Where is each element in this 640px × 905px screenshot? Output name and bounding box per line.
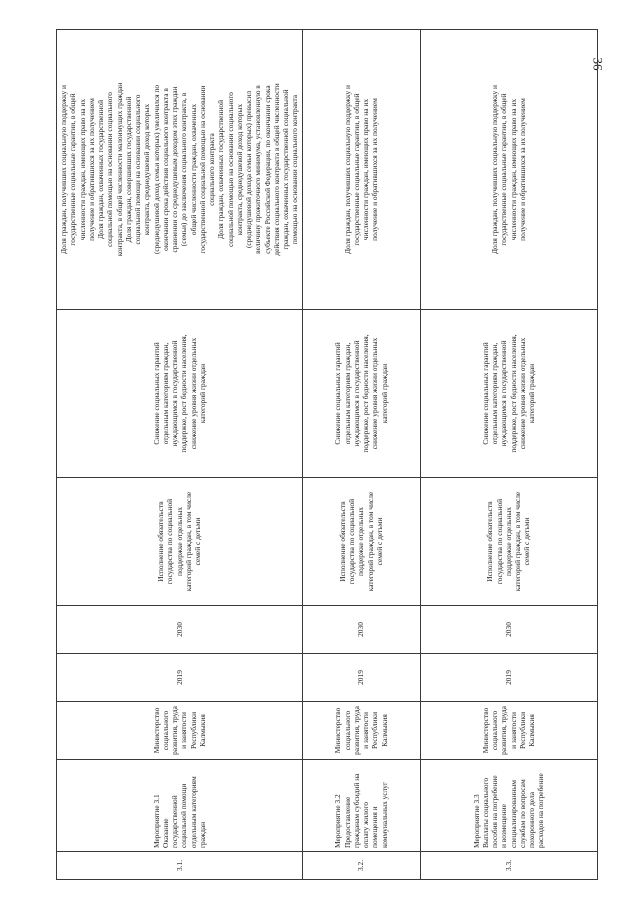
table-row — [302, 30, 420, 880]
rotated-table-sheet — [56, 30, 596, 880]
expected-result: Исполнение обязательств государства по социальной поддержке отдельных категорий граждан, в том числе семей с детьми — [420, 478, 597, 606]
program-measures-table — [56, 29, 598, 880]
start-year: 2019 — [57, 654, 303, 702]
responsible-executor: Министерство социального развития, труда и занятости Республики Калмыкия — [420, 702, 597, 760]
measure-name: Мероприятие 3.3 Выплаты социального пособия на погребение и возмещение специализированным службам по вопросам похоронного дела расходов на погребение — [420, 760, 597, 852]
responsible-executor: Министерство социального развития, труда и занятости Республики Калмыкия — [302, 702, 420, 760]
non-implementation-consequence: Снижение социальных гарантий отдельным категориям граждан, нуждающимся в государственной поддержке, рост бедности населения, снижение уровня жизни отдельных категорий граждан — [420, 310, 597, 478]
related-indicators: Доля граждан, получивших социальную поддержку и государственные социальные гарантии, в общей численности граждан, имеющих право на их получение и обратившихся за их получением — [302, 30, 420, 310]
end-year: 2030 — [420, 606, 597, 654]
table-row — [57, 30, 303, 880]
end-year: 2030 — [302, 606, 420, 654]
page-number: 36 — [590, 57, 606, 71]
start-year: 2019 — [420, 654, 597, 702]
expected-result: Исполнение обязательств государства по социальной поддержке отдельных категорий граждан, в том числе семей с детьми — [302, 478, 420, 606]
measure-number: 3.2. — [302, 852, 420, 880]
non-implementation-consequence: Снижение социальных гарантий отдельным категориям граждан, нуждающимся в государственной поддержке, рост бедности населения, снижение уровня жизни отдельных категорий граждан — [57, 310, 303, 478]
end-year: 2030 — [57, 606, 303, 654]
responsible-executor: Министерство социального развития, труда и занятости Республики Калмыкия — [57, 702, 303, 760]
start-year: 2019 — [302, 654, 420, 702]
table-row — [420, 30, 597, 880]
measure-number: 3.1. — [57, 852, 303, 880]
non-implementation-consequence: Снижение социальных гарантий отдельным категориям граждан, нуждающимся в государственной поддержке, рост бедности населения, снижение уровня жизни отдельных категорий граждан — [302, 310, 420, 478]
measure-name: Мероприятие 3.2 Предоставление гражданам субсидий на оплату жилого помещения и коммунальных услуг — [302, 760, 420, 852]
measure-name: Мероприятие 3.1 Оказание государственной социальной помощи отдельным категориям граждан — [57, 760, 303, 852]
measure-number: 3.3. — [420, 852, 597, 880]
related-indicators: Доля граждан, получивших социальную поддержку и государственные социальные гарантии, в общей численности граждан, имеющих право на их получение и обратившихся за их получением Доля граждан, охваченных государственной социальной помощью на основании социального контракта, в общей численности малоимущих граждан Доля граждан, совершивших государственной социальной помощи на основании социального контракта, среднедушевой доход которых (среднедушевой доход семьи которых) увеличился по окончании срока действия социального контракта в сравнении со среднедушевым доходом этих граждан (семьи) до заключения социального контракта, в общей численности граждан, охваченных государственной социальной помощью на основании социального контракта Доля граждан, охваченных государственной социальной помощью на основании социального контракта, среднедушевой доход которых (среднедушевой дохода семьи которых) превысил величину прожиточного минимума, установленную в субъекте Российской Федерации, по окончании срока действия социального контракта в общей численности граждан, охваченных государственной социальной помощью на основании социального контракта — [57, 30, 303, 310]
related-indicators: Доля граждан, получивших социальную поддержку и государственные социальные гарантии, в общей численности граждан, имеющих право на их получение и обратившихся за их получением — [420, 30, 597, 310]
expected-result: Исполнение обязательств государства по социальной поддержке отдельных категорий граждан, в том числе семей с детьми — [57, 478, 303, 606]
